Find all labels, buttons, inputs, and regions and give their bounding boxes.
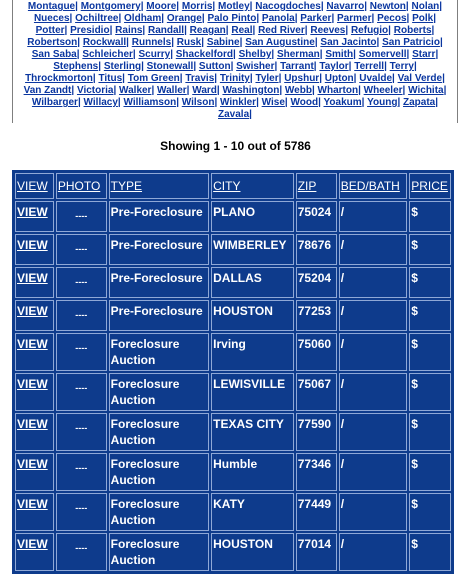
county-separator: |	[214, 97, 221, 108]
county-separator: |	[361, 97, 368, 108]
city-cell: LEWISVILLE	[211, 373, 294, 411]
county-link[interactable]: Zavala	[218, 109, 250, 120]
county-link[interactable]: San Patricio	[382, 37, 440, 48]
view-link[interactable]: VIEW	[15, 300, 54, 331]
type-cell: Foreclosure Auction	[109, 333, 209, 371]
county-separator: |	[201, 37, 207, 48]
table-row	[15, 493, 451, 531]
bedbath-cell: /	[339, 333, 408, 371]
view-link[interactable]: VIEW	[15, 453, 54, 491]
table-row	[15, 267, 451, 298]
county-link[interactable]: Schleicher	[82, 49, 133, 60]
county-separator: |	[353, 49, 359, 60]
photo-cell	[56, 453, 107, 491]
header-view[interactable]: VIEW	[15, 173, 54, 199]
county-link[interactable]: Newton	[369, 1, 406, 12]
county-link[interactable]: Wheeler	[363, 85, 403, 96]
view-link[interactable]: VIEW	[15, 267, 54, 298]
zip-cell: 77014	[296, 533, 337, 571]
county-link[interactable]: Palo Pinto	[207, 13, 257, 24]
county-link[interactable]: San Saba	[31, 49, 77, 60]
county-link[interactable]: Taylor	[319, 61, 349, 72]
county-separator: |	[439, 37, 443, 48]
bedbath-cell: /	[339, 453, 408, 491]
county-line	[15, 25, 455, 37]
city-cell: KATY	[211, 493, 294, 531]
county-link[interactable]: Smith	[325, 49, 354, 60]
county-separator: |	[376, 37, 383, 48]
bedbath-cell: /	[339, 373, 408, 411]
county-line	[15, 37, 455, 49]
county-separator: |	[364, 1, 370, 12]
county-link[interactable]: Moore	[146, 1, 177, 12]
price-cell: $	[409, 533, 451, 571]
county-link[interactable]: Wharton	[317, 85, 359, 96]
type-cell: Foreclosure Auction	[109, 533, 209, 571]
photo-cell	[56, 533, 107, 571]
county-separator: |	[151, 85, 158, 96]
view-link[interactable]: VIEW	[15, 493, 54, 531]
county-link[interactable]: Runnels	[131, 37, 172, 48]
county-link[interactable]: Willacy	[83, 97, 118, 108]
county-separator: |	[311, 85, 318, 96]
county-separator: |	[179, 73, 186, 84]
county-separator: |	[353, 73, 360, 84]
header-type[interactable]: TYPE	[109, 173, 209, 199]
county-link[interactable]: Upshur	[284, 73, 320, 84]
type-cell: Pre-Foreclosure	[109, 234, 209, 265]
bedbath-cell: /	[339, 533, 408, 571]
county-separator: |	[278, 73, 285, 84]
county-link[interactable]: Somervell	[358, 49, 407, 60]
city-cell: TEXAS CITY	[211, 413, 294, 451]
county-separator: |	[388, 25, 394, 36]
county-link[interactable]: Wilson	[181, 97, 215, 108]
county-separator: |	[284, 97, 291, 108]
county-line	[15, 85, 455, 97]
photo-cell	[56, 201, 107, 232]
bedbath-cell: /	[339, 413, 408, 451]
county-link[interactable]: Reeves	[310, 25, 346, 36]
county-separator: |	[294, 13, 301, 24]
county-link[interactable]: Presidio	[70, 25, 110, 36]
zip-cell: 78676	[296, 234, 337, 265]
county-link[interactable]: Montgomery	[80, 1, 141, 12]
county-separator: |	[397, 97, 404, 108]
county-link[interactable]: Potter	[35, 25, 65, 36]
city-cell: PLANO	[211, 201, 294, 232]
county-link[interactable]: Shelby	[238, 49, 272, 60]
county-link[interactable]: Scurry	[138, 49, 171, 60]
county-separator: |	[64, 25, 71, 36]
table-row	[15, 201, 451, 232]
price-cell: $	[409, 201, 451, 232]
photo-cell	[56, 300, 107, 331]
county-link[interactable]: Stonewall	[146, 61, 194, 72]
county-link[interactable]: Yoakum	[323, 97, 362, 108]
county-link[interactable]: Rockwall	[82, 37, 127, 48]
county-link[interactable]: Wood	[290, 97, 319, 108]
photo-placeholder: ----	[75, 463, 88, 473]
county-separator: |	[214, 73, 220, 84]
photo-placeholder: ----	[75, 543, 88, 553]
zip-cell: 77346	[296, 453, 337, 491]
photo-placeholder: ----	[75, 343, 88, 353]
zip-cell: 77449	[296, 493, 337, 531]
county-link[interactable]: Navarro	[326, 1, 365, 12]
county-separator: |	[320, 1, 327, 12]
photo-cell	[56, 493, 107, 531]
table-row	[15, 300, 451, 331]
photo-placeholder: ----	[75, 244, 88, 254]
price-cell: $	[409, 300, 451, 331]
city-cell: HOUSTON	[211, 300, 294, 331]
county-link[interactable]: Williamson	[123, 97, 177, 108]
bedbath-cell: /	[339, 267, 408, 298]
county-separator: |	[442, 73, 445, 84]
county-link[interactable]: Stephens	[53, 61, 99, 72]
type-cell: Foreclosure Auction	[109, 413, 209, 451]
county-separator: |	[75, 1, 81, 12]
county-link[interactable]: Sutton	[198, 61, 231, 72]
county-link[interactable]: Parker	[300, 13, 332, 24]
county-link[interactable]: Pecos	[377, 13, 407, 24]
county-link[interactable]: Oldham	[124, 13, 162, 24]
county-separator: |	[249, 73, 256, 84]
county-link[interactable]: San Augustine	[245, 37, 315, 48]
county-line	[15, 109, 455, 121]
county-separator: |	[142, 25, 148, 36]
table-row	[15, 533, 451, 571]
county-separator: |	[230, 61, 237, 72]
city-cell: WIMBERLEY	[211, 234, 294, 265]
county-links-panel	[12, 0, 458, 123]
zip-cell: 75060	[296, 333, 337, 371]
county-link[interactable]: Polk	[412, 13, 434, 24]
price-cell: $	[409, 333, 451, 371]
county-link[interactable]: Val Verde	[397, 73, 443, 84]
county-separator: |	[171, 37, 177, 48]
photo-cell	[56, 373, 107, 411]
photo-cell	[56, 234, 107, 265]
county-link[interactable]: Morris	[181, 1, 213, 12]
county-separator: |	[314, 37, 321, 48]
county-line	[15, 1, 455, 13]
county-separator: |	[304, 25, 311, 36]
county-link[interactable]: Sabine	[206, 37, 240, 48]
county-link[interactable]: Roberts	[393, 25, 432, 36]
county-link[interactable]: Wichita	[408, 85, 444, 96]
county-link[interactable]: Terrell	[354, 61, 385, 72]
table-row	[15, 373, 451, 411]
county-link[interactable]: Walker	[119, 85, 152, 96]
county-separator: |	[439, 1, 443, 12]
county-separator: |	[77, 37, 83, 48]
county-link[interactable]: Reagan	[189, 25, 226, 36]
county-separator: |	[201, 13, 208, 24]
photo-placeholder: ----	[75, 211, 88, 221]
header-city[interactable]: CITY	[211, 173, 294, 199]
county-separator: |	[384, 61, 390, 72]
county-separator: |	[256, 97, 262, 108]
county-link[interactable]: Nueces	[33, 13, 70, 24]
header-photo[interactable]: PHOTO	[56, 173, 107, 199]
table-row	[15, 453, 451, 491]
county-link[interactable]: Rusk	[176, 37, 202, 48]
view-link[interactable]: VIEW	[15, 333, 54, 371]
county-link[interactable]: Wise	[261, 97, 285, 108]
price-cell: $	[409, 453, 451, 491]
county-separator: |	[274, 61, 281, 72]
header-price[interactable]: PRICE	[409, 173, 451, 199]
city-cell: Irving	[211, 333, 294, 371]
county-link[interactable]: Zapata	[403, 97, 436, 108]
photo-placeholder: ----	[75, 310, 88, 320]
price-cell: $	[409, 413, 451, 451]
county-link[interactable]: Nacogdoches	[255, 1, 321, 12]
county-link[interactable]: Tom Green	[127, 73, 180, 84]
county-separator: |	[122, 73, 128, 84]
price-cell: $	[409, 493, 451, 531]
bedbath-cell: /	[339, 300, 408, 331]
results-count: Showing 1 - 10 out of 5786	[160, 139, 311, 153]
zip-cell: 77253	[296, 300, 337, 331]
county-separator: |	[345, 25, 351, 36]
county-separator: |	[113, 85, 120, 96]
county-link[interactable]: Refugio	[350, 25, 389, 36]
county-separator: |	[313, 61, 320, 72]
county-separator: |	[126, 37, 132, 48]
zip-cell: 75067	[296, 373, 337, 411]
type-cell: Foreclosure Auction	[109, 373, 209, 411]
type-cell: Pre-Foreclosure	[109, 201, 209, 232]
county-separator: |	[77, 97, 84, 108]
county-link[interactable]: Winkler	[220, 97, 257, 108]
county-separator: |	[405, 1, 412, 12]
listings-table	[12, 170, 454, 574]
county-line	[15, 13, 455, 25]
county-separator: |	[161, 13, 167, 24]
county-separator: |	[141, 61, 147, 72]
county-separator: |	[371, 13, 378, 24]
view-link[interactable]: VIEW	[15, 373, 54, 411]
price-cell: $	[409, 373, 451, 411]
county-separator: |	[216, 85, 223, 96]
county-link[interactable]: Ward	[192, 85, 217, 96]
county-separator: |	[318, 97, 324, 108]
county-link[interactable]: Webb	[284, 85, 312, 96]
county-link[interactable]: Parmer	[337, 13, 372, 24]
county-separator: |	[239, 37, 246, 48]
county-separator: |	[92, 73, 99, 84]
bedbath-cell: /	[339, 234, 408, 265]
bedbath-cell: /	[339, 493, 408, 531]
header-bedbath[interactable]: BED/BATH	[339, 173, 408, 199]
price-cell: $	[409, 234, 451, 265]
county-separator: |	[109, 25, 116, 36]
county-link[interactable]: Tarrant	[280, 61, 314, 72]
county-separator: |	[319, 49, 326, 60]
city-cell: DALLAS	[211, 267, 294, 298]
county-separator: |	[358, 85, 364, 96]
county-separator: |	[69, 13, 76, 24]
county-separator: |	[249, 109, 252, 120]
county-separator: |	[252, 25, 259, 36]
zip-cell: 75024	[296, 201, 337, 232]
county-separator: |	[319, 73, 325, 84]
price-cell: $	[409, 267, 451, 298]
county-link[interactable]: Montague	[27, 1, 76, 12]
county-separator: |	[98, 61, 104, 72]
photo-placeholder: ----	[75, 503, 88, 513]
view-link[interactable]: VIEW	[15, 413, 54, 451]
county-link[interactable]: Tyler	[255, 73, 279, 84]
bedbath-cell: /	[339, 201, 408, 232]
county-link[interactable]: Panola	[261, 13, 295, 24]
view-link[interactable]: VIEW	[15, 201, 54, 232]
county-link[interactable]: Rains	[115, 25, 143, 36]
county-link[interactable]: Victoria	[76, 85, 114, 96]
county-separator: |	[76, 49, 83, 60]
table-row	[15, 234, 451, 265]
county-link[interactable]: Robertson	[27, 37, 78, 48]
county-line	[15, 49, 455, 61]
county-link[interactable]: Ochiltree	[75, 13, 119, 24]
zip-cell: 77590	[296, 413, 337, 451]
county-link[interactable]: Upton	[324, 73, 354, 84]
county-link[interactable]: Waller	[157, 85, 187, 96]
county-link[interactable]: Starr	[412, 49, 436, 60]
county-separator: |	[117, 97, 124, 108]
table-header-row	[15, 173, 451, 199]
table-row	[15, 413, 451, 451]
photo-cell	[56, 333, 107, 371]
county-separator: |	[225, 25, 232, 36]
county-link[interactable]: Sterling	[103, 61, 142, 72]
city-cell: HOUSTON	[211, 533, 294, 571]
county-link[interactable]: Shackelford	[175, 49, 234, 60]
county-separator: |	[431, 25, 435, 36]
county-link[interactable]: Swisher	[236, 61, 275, 72]
county-link[interactable]: Red River	[258, 25, 305, 36]
county-line	[15, 97, 455, 109]
table-row	[15, 333, 451, 371]
photo-cell	[56, 413, 107, 451]
county-separator: |	[118, 13, 125, 24]
county-separator: |	[406, 13, 413, 24]
county-link[interactable]: Throckmorton	[25, 73, 93, 84]
county-separator: |	[256, 13, 262, 24]
county-separator: |	[392, 73, 398, 84]
county-separator: |	[71, 85, 77, 96]
county-separator: |	[170, 49, 176, 60]
photo-cell	[56, 267, 107, 298]
county-link[interactable]: Van Zandt	[23, 85, 72, 96]
county-separator: |	[435, 49, 439, 60]
county-separator: |	[186, 85, 193, 96]
type-cell: Foreclosure Auction	[109, 493, 209, 531]
county-link[interactable]: Washington	[222, 85, 280, 96]
county-link[interactable]: Trinity	[219, 73, 250, 84]
county-link[interactable]: Sherman	[276, 49, 320, 60]
county-link[interactable]: Real	[231, 25, 253, 36]
county-separator: |	[193, 61, 199, 72]
type-cell: Pre-Foreclosure	[109, 267, 209, 298]
county-separator: |	[176, 1, 182, 12]
photo-placeholder: ----	[75, 383, 88, 393]
county-separator: |	[233, 49, 239, 60]
county-separator: |	[402, 85, 409, 96]
city-cell: Humble	[211, 453, 294, 491]
county-link[interactable]: Terry	[389, 61, 414, 72]
county-link[interactable]: Motley	[218, 1, 250, 12]
county-link[interactable]: Nolan	[411, 1, 440, 12]
county-separator: |	[435, 97, 439, 108]
county-line	[15, 61, 455, 73]
county-separator: |	[176, 97, 182, 108]
type-cell: Pre-Foreclosure	[109, 300, 209, 331]
county-separator: |	[140, 1, 147, 12]
county-separator: |	[249, 1, 256, 12]
header-zip[interactable]: ZIP	[296, 173, 337, 199]
county-link[interactable]: Travis	[185, 73, 215, 84]
zip-cell: 75204	[296, 267, 337, 298]
county-separator: |	[433, 13, 437, 24]
county-separator: |	[406, 49, 413, 60]
county-separator: |	[212, 1, 218, 12]
view-link[interactable]: VIEW	[15, 234, 54, 265]
county-line	[15, 73, 455, 85]
county-link[interactable]: Titus	[98, 73, 123, 84]
county-separator: |	[331, 13, 338, 24]
county-link[interactable]: Orange	[166, 13, 202, 24]
county-separator: |	[132, 49, 139, 60]
view-link[interactable]: VIEW	[15, 533, 54, 571]
county-link[interactable]: Young	[367, 97, 398, 108]
photo-placeholder: ----	[75, 423, 88, 433]
type-cell: Foreclosure Auction	[109, 453, 209, 491]
county-link[interactable]: Uvalde	[359, 73, 393, 84]
county-link[interactable]: Wilbarger	[31, 97, 78, 108]
photo-placeholder: ----	[75, 277, 88, 287]
county-separator: |	[184, 25, 190, 36]
county-separator: |	[413, 61, 417, 72]
county-separator: |	[348, 61, 355, 72]
county-separator: |	[271, 49, 277, 60]
county-link[interactable]: Randall	[147, 25, 185, 36]
county-separator: |	[443, 85, 447, 96]
county-separator: |	[279, 85, 285, 96]
county-link[interactable]: San Jacinto	[320, 37, 377, 48]
